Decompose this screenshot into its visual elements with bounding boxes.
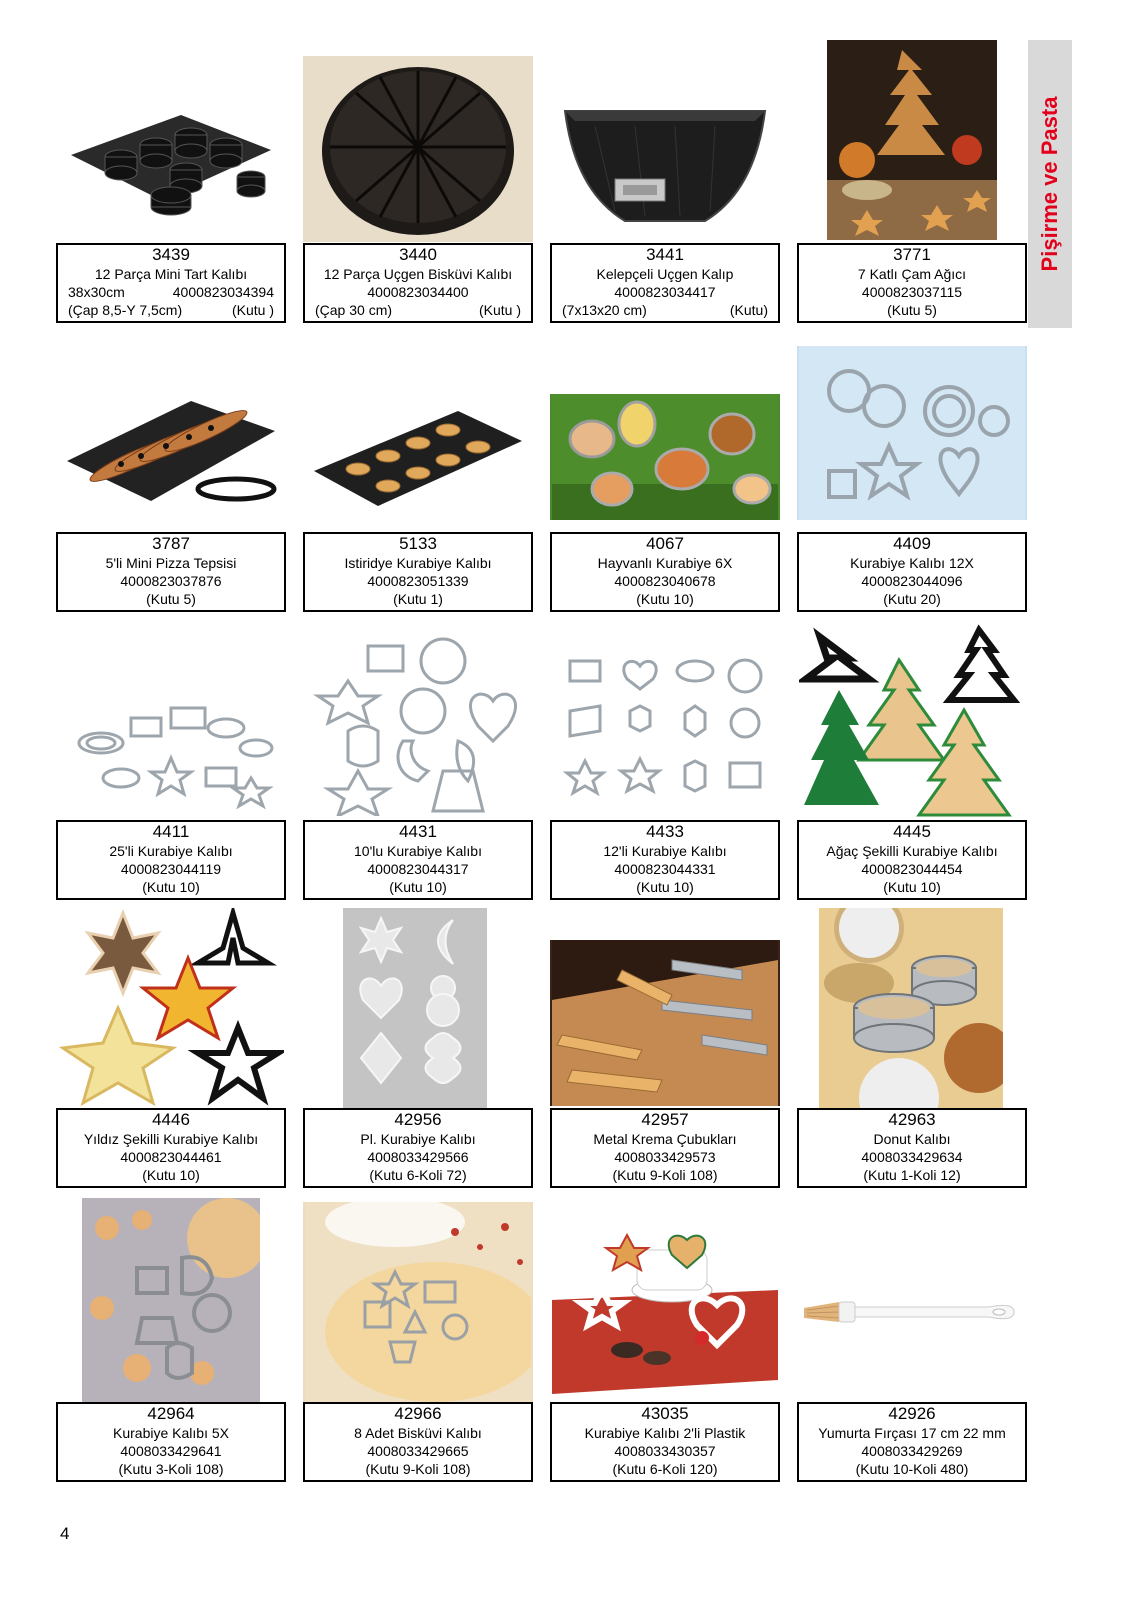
tree-cookie-cutter-icon	[797, 620, 1027, 820]
product-label	[797, 820, 1027, 900]
product-barcode: 4000823037115	[861, 284, 963, 300]
product-code: 42957	[641, 1110, 689, 1129]
product-packaging: (Kutu 20)	[883, 591, 941, 607]
product-name: 12 Parça Mini Tart Kalıbı	[94, 266, 248, 282]
madeleine-pan-icon	[303, 376, 533, 536]
product-packaging: (Kutu 3-Koli 108)	[118, 1461, 224, 1477]
product-name: Istiridye Kurabiye Kalıbı	[344, 555, 492, 571]
product-name: Kurabiye Kalıbı 12X	[850, 555, 974, 571]
cookie-cutter-5x-icon	[82, 1198, 260, 1402]
cream-horn-tubes-icon	[550, 940, 780, 1106]
product-barcode: 4008033429566	[367, 1149, 469, 1165]
product-barcode: 4008033429573	[614, 1149, 716, 1165]
section-tab	[1028, 40, 1072, 328]
product-label	[550, 820, 780, 900]
product-label	[56, 1402, 286, 1482]
product-name: Kelepçeli Uçgen Kalıp	[596, 266, 734, 282]
product-packaging: (Kutu 1)	[393, 591, 443, 607]
product-code: 42964	[147, 1404, 195, 1423]
product-code: 4431	[399, 822, 437, 841]
product-packaging: (Kutu 10-Koli 480)	[855, 1461, 969, 1477]
product-label	[303, 820, 533, 900]
product-code: 4067	[646, 534, 684, 553]
mini-pizza-tray-icon	[56, 376, 286, 536]
product-packaging: (Kutu 10)	[142, 1167, 200, 1183]
plastic-cookie-mold-icon	[343, 908, 487, 1108]
product-label	[56, 1108, 286, 1188]
product-name: Metal Krema Çubukları	[593, 1131, 737, 1147]
product-barcode: 4000823040678	[614, 573, 716, 589]
product-packaging: (Kutu 9-Koli 108)	[365, 1461, 471, 1477]
product-dimensions: (Çap 8,5-Y 7,5cm)	[68, 302, 183, 318]
product-name: Yıldız Şekilli Kurabiye Kalıbı	[83, 1131, 259, 1147]
product-code: 4433	[646, 822, 684, 841]
product-packaging: (Kutu )	[478, 302, 521, 318]
product-packaging: (Kutu 6-Koli 72)	[369, 1167, 467, 1183]
product-label	[797, 532, 1027, 612]
product-name: Kurabiye Kalıbı 2'li Plastik	[584, 1425, 746, 1441]
product-label	[56, 820, 286, 900]
product-code: 3771	[893, 245, 931, 264]
product-dimensions: (Çap 30 cm)	[315, 302, 393, 318]
product-label	[550, 1108, 780, 1188]
product-name: 12 Parça Uçgen Bisküvi Kalıbı	[323, 266, 513, 282]
product-code: 42956	[394, 1110, 442, 1129]
christmas-tree-cookie-icon	[827, 40, 997, 240]
product-name: 5'li Mini Pizza Tepsisi	[105, 555, 237, 571]
product-label	[550, 1402, 780, 1482]
product-size: 38x30cm	[68, 284, 125, 300]
product-barcode: 4000823034394	[172, 284, 274, 300]
product-barcode: 4008033429665	[367, 1443, 469, 1459]
product-label	[303, 243, 533, 323]
donut-cutter-icon	[819, 908, 1003, 1108]
product-code: 42963	[888, 1110, 936, 1129]
star-cookie-cutter-icon	[56, 908, 286, 1108]
product-code: 42926	[888, 1404, 936, 1423]
animal-cookies-icon	[550, 394, 780, 520]
product-name: Hayvanlı Kurabiye 6X	[597, 555, 733, 571]
product-name: Donut Kalıbı	[873, 1131, 951, 1147]
product-barcode: 4000823044317	[367, 861, 469, 877]
product-dimensions: (7x13x20 cm)	[562, 302, 647, 318]
product-barcode: 4000823034400	[367, 284, 469, 300]
mini-tart-pan-icon	[56, 80, 286, 240]
product-name: Yumurta Fırçası 17 cm 22 mm	[818, 1425, 1006, 1441]
product-name: 25'li Kurabiye Kalıbı	[109, 843, 233, 859]
product-barcode: 4008033429269	[861, 1443, 963, 1459]
product-packaging: (Kutu 5)	[887, 302, 937, 318]
product-label	[303, 1108, 533, 1188]
product-code: 4446	[152, 1110, 190, 1129]
cookie-cutters-icon	[797, 346, 1027, 520]
product-barcode: 4000823044119	[120, 861, 222, 877]
product-name: 8 Adet Bisküvi Kalıbı	[354, 1425, 482, 1441]
product-label	[797, 1108, 1027, 1188]
product-barcode: 4000823044096	[861, 573, 963, 589]
product-packaging: (Kutu)	[729, 302, 768, 318]
product-code: 43035	[641, 1404, 689, 1423]
product-packaging: (Kutu 6-Koli 120)	[612, 1461, 718, 1477]
product-packaging: (Kutu 10)	[142, 879, 200, 895]
product-packaging: (Kutu 10)	[636, 591, 694, 607]
product-label	[797, 243, 1027, 323]
page-number: 4	[60, 1524, 70, 1543]
product-label	[303, 532, 533, 612]
cookie-cutter-shapes-icon	[303, 628, 533, 818]
cookie-cutter-grid-icon	[550, 648, 780, 818]
product-barcode: 4008033429641	[120, 1443, 222, 1459]
product-label	[550, 243, 780, 323]
product-packaging: (Kutu 5)	[146, 591, 196, 607]
product-name: 7 Katlı Çam Ağıcı	[857, 266, 967, 282]
product-packaging: (Kutu 1-Koli 12)	[863, 1167, 961, 1183]
product-name: Ağaç Şekilli Kurabiye Kalıbı	[826, 843, 998, 859]
product-name: 10'lu Kurabiye Kalıbı	[354, 843, 482, 859]
product-barcode: 4000823051339	[367, 573, 469, 589]
cookie-cutter-set-icon	[56, 658, 286, 828]
product-code: 4409	[893, 534, 931, 553]
product-barcode: 4008033430357	[614, 1443, 716, 1459]
product-label	[56, 532, 286, 612]
pastry-brush-icon	[797, 1270, 1027, 1350]
product-code: 3439	[152, 245, 190, 264]
product-code: 3440	[399, 245, 437, 264]
product-packaging: (Kutu 10)	[636, 879, 694, 895]
product-code: 3787	[152, 534, 190, 553]
springform-triangle-pan-icon	[550, 86, 780, 236]
plastic-cookie-cutters-icon	[550, 1230, 780, 1394]
product-label	[56, 243, 286, 323]
product-barcode: 4008033429634	[861, 1149, 963, 1165]
product-label	[303, 1402, 533, 1482]
product-code: 5133	[399, 534, 437, 553]
product-code: 42966	[394, 1404, 442, 1423]
product-barcode: 4000823044331	[614, 861, 716, 877]
product-packaging: (Kutu 9-Koli 108)	[612, 1167, 718, 1183]
biscuit-cutters-dough-icon	[303, 1202, 533, 1402]
triangle-biscuit-pan-icon	[303, 56, 533, 242]
product-label	[797, 1402, 1027, 1482]
product-packaging: (Kutu )	[231, 302, 274, 318]
product-barcode: 4000823034417	[614, 284, 716, 300]
product-name: Pl. Kurabiye Kalıbı	[360, 1131, 476, 1147]
product-name: 12'li Kurabiye Kalıbı	[603, 843, 727, 859]
product-name: Kurabiye Kalıbı 5X	[113, 1425, 229, 1441]
product-barcode: 4000823044461	[120, 1149, 222, 1165]
product-packaging: (Kutu 10)	[389, 879, 447, 895]
product-packaging: (Kutu 10)	[883, 879, 941, 895]
product-code: 3441	[646, 245, 684, 264]
product-barcode: 4000823044454	[861, 861, 963, 877]
product-code: 4445	[893, 822, 931, 841]
product-label	[550, 532, 780, 612]
product-code: 4411	[152, 822, 190, 841]
section-title: Pişirme ve Pasta	[1037, 96, 1062, 272]
product-barcode: 4000823037876	[120, 573, 222, 589]
